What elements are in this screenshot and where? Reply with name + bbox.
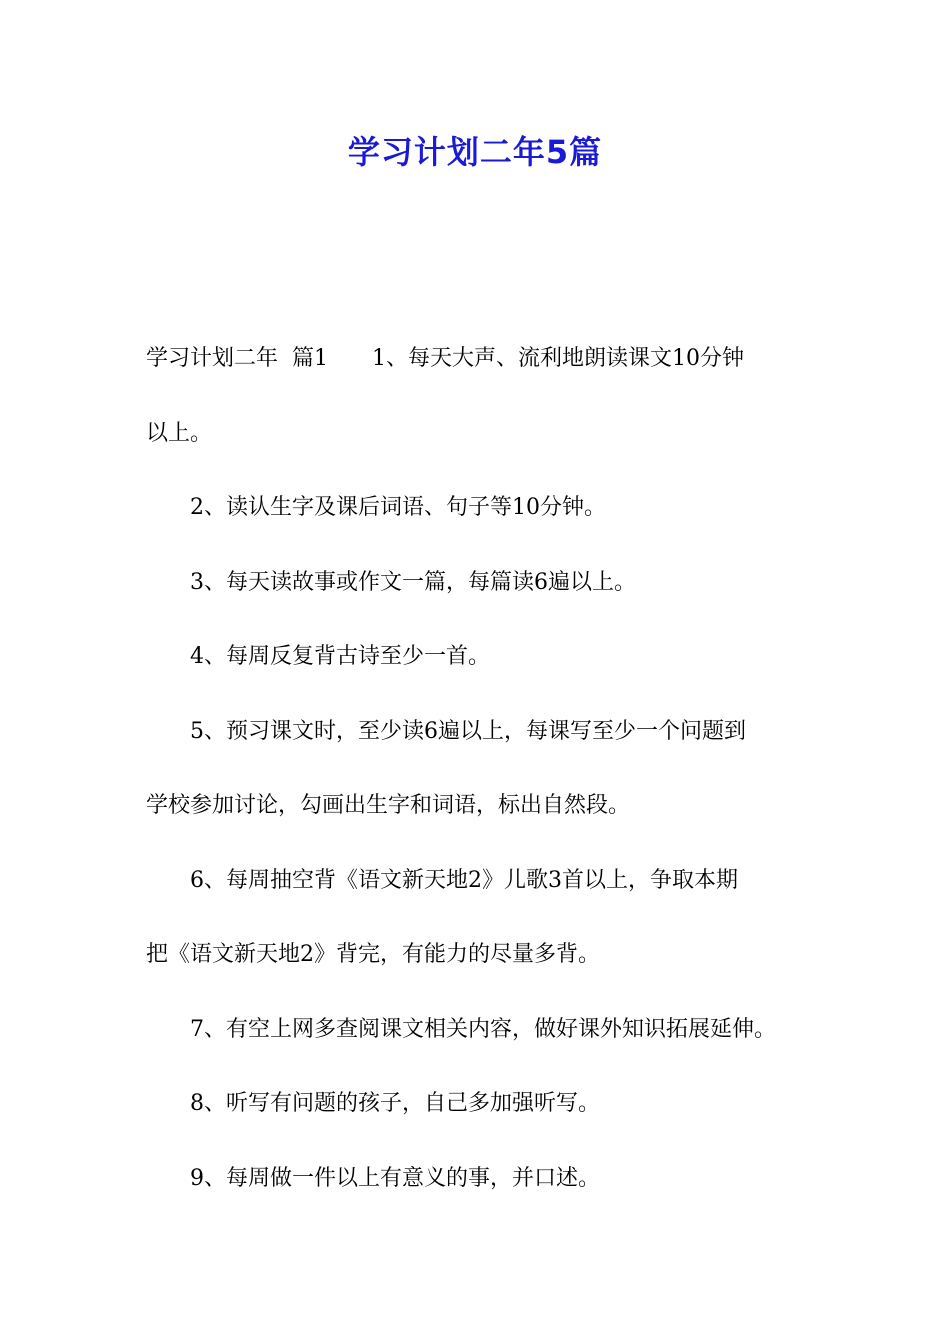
list-item-9: 9、每周做一件以上有意义的事，并口述。 bbox=[190, 1165, 600, 1191]
paragraph-line-1 bbox=[146, 334, 814, 409]
paragraph-line-2: 以上。 bbox=[146, 420, 213, 446]
list-item-5-continued: 学校参加讨论，勾画出生字和词语，标出自然段。 bbox=[146, 793, 631, 818]
section-heading: 学习计划二年 篇1 bbox=[146, 346, 328, 371]
list-item-6: 6、每周抽空背《语文新天地2》儿歌3首以上，争取本期 bbox=[190, 867, 738, 893]
list-item-2: 2、读认生字及课后词语、句子等10分钟。 bbox=[190, 495, 606, 520]
list-item-5: 5、预习课文时，至少读6遍以上，每课写至少一个问题到 bbox=[190, 718, 746, 744]
document-title: 学习计划二年5篇 bbox=[347, 133, 603, 171]
list-item-7: 7、有空上网多查阅课文相关内容，做好课外知识拓展延伸。 bbox=[190, 1016, 776, 1042]
list-item-3: 3、每天读故事或作文一篇，每篇读6遍以上。 bbox=[190, 569, 636, 595]
list-item-6-continued: 把《语文新天地2》背完，有能力的尽量多背。 bbox=[146, 942, 600, 967]
document-body bbox=[146, 334, 814, 1228]
list-item-4: 4、每周反复背古诗至少一首。 bbox=[190, 644, 490, 669]
list-item-8: 8、听写有问题的孩子，自己多加强听写。 bbox=[190, 1091, 600, 1116]
list-item-1: 1、每天大声、流利地朗读课文10分钟 bbox=[371, 346, 744, 371]
